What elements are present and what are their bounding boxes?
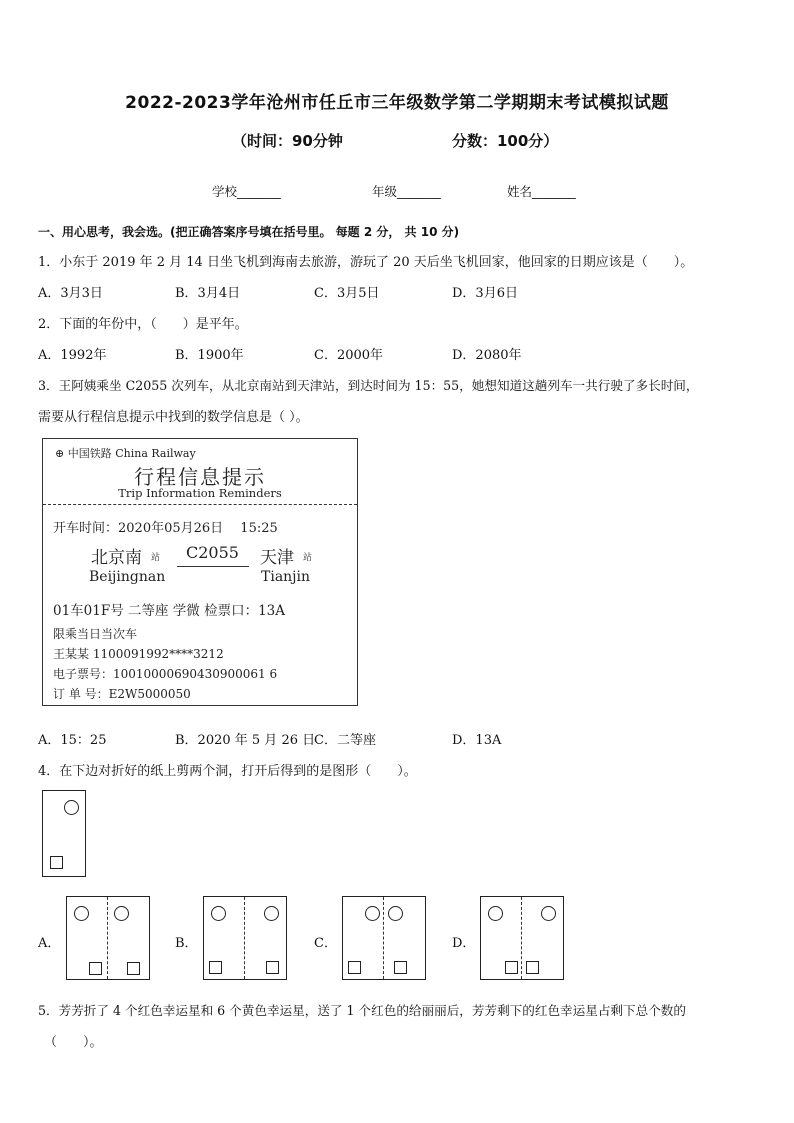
q1-option-a: A．3月3日 <box>38 286 103 301</box>
square-hole <box>505 961 518 974</box>
ticket-limit: 限乘当日当次车 <box>53 627 138 641</box>
option-d-figure <box>480 896 564 980</box>
ticket-to-en: Tianjin <box>261 569 311 585</box>
square-hole <box>526 961 539 974</box>
question-3-line1: 3．王阿姨乘坐 C2055 次列车，从北京南站到天津站，到达时间为 15：55，她想知道这趟列车一共行驶了多长时间， <box>38 378 699 393</box>
square-hole <box>348 961 361 974</box>
q2-option-c: C．2000年 <box>314 348 384 363</box>
q3-option-b: B．2020 年 5 月 26 日 <box>175 733 316 748</box>
circle-hole <box>488 906 503 921</box>
section-heading: 一、用心思考，我会选。(把正确答案序号填在括号里。 每题 2 分， 共 10 分) <box>38 225 460 239</box>
question-3-line2: 需要从行程信息提示中找到的数学信息是（ ）。 <box>38 410 309 425</box>
fold-line <box>383 897 384 979</box>
square-hole <box>209 961 222 974</box>
folded-paper-figure <box>42 790 86 877</box>
circle-hole <box>64 800 79 815</box>
grade-field: 年级_______ <box>372 184 441 199</box>
circle-hole <box>264 906 279 921</box>
ticket-depart-line: 开车时间：2020年05月26日 15:25 <box>53 521 278 536</box>
fold-line <box>521 897 522 979</box>
square-hole <box>50 856 63 869</box>
trip-info-ticket <box>42 438 358 706</box>
option-c-figure <box>342 896 426 980</box>
circle-hole <box>541 906 556 921</box>
question-2: 2．下面的年份中，（ ）是平年。 <box>38 317 248 332</box>
q3-option-a: A．15：25 <box>38 733 107 748</box>
ticket-from-en: Beijingnan <box>89 569 166 585</box>
circle-hole <box>365 906 380 921</box>
square-hole <box>394 961 407 974</box>
q4-option-d-label: D． <box>452 936 476 951</box>
ticket-eticket-number: 电子票号：10010000690430900061 6 <box>53 667 278 681</box>
school-field: 学校_______ <box>212 184 281 199</box>
china-railway-logo: ⊕ 中国铁路 China Railway <box>55 447 196 460</box>
q2-option-b: B．1900年 <box>175 348 244 363</box>
exam-time: （时间：90分钟 <box>232 132 343 150</box>
ticket-to-cn: 天津 <box>260 548 294 568</box>
question-5-line1: 5．芳芳折了 4 个红色幸运星和 6 个黄色幸运星，送了 1 个红色的给丽丽后，芳芳剩下的红色幸运星占剩下总个数的 <box>38 1003 686 1018</box>
q4-option-c-label: C． <box>314 936 337 951</box>
exam-score: 分数：100分） <box>452 132 559 150</box>
q1-option-d: D．3月6日 <box>452 286 518 301</box>
ticket-divider <box>43 504 357 505</box>
question-4: 4．在下边对折好的纸上剪两个洞，打开后得到的是图形（ ）。 <box>38 764 417 779</box>
circle-hole <box>114 906 129 921</box>
fold-line <box>107 897 108 979</box>
ticket-to-suffix: 站 <box>303 553 313 563</box>
option-a-figure <box>66 896 150 980</box>
q1-option-b: B．3月4日 <box>175 286 241 301</box>
q3-option-d: D．13A <box>452 733 502 748</box>
q2-option-d: D．2080年 <box>452 348 522 363</box>
ticket-title-cn: 行程信息提示 <box>134 465 266 489</box>
ticket-train-underline <box>177 566 249 567</box>
q4-option-a-label: A． <box>38 936 61 951</box>
fold-line <box>244 897 245 979</box>
square-hole <box>89 962 102 975</box>
ticket-title-en: Trip Information Reminders <box>118 486 282 500</box>
q2-option-a: A．1992年 <box>38 348 107 363</box>
option-b-figure <box>203 896 287 980</box>
page-title: 2022-2023学年沧州市任丘市三年级数学第二学期期末考试模拟试题 <box>125 93 669 113</box>
ticket-from-suffix: 站 <box>151 553 161 563</box>
square-hole <box>127 962 140 975</box>
question-1: 1．小东于 2019 年 2 月 14 日坐飞机到海南去旅游，游玩了 20 天后坐飞机回家，他回家的日期应该是（ ）。 <box>38 255 694 270</box>
ticket-train-number: C2055 <box>186 543 239 562</box>
q3-option-c: C．二等座 <box>314 733 376 748</box>
square-hole <box>266 961 279 974</box>
question-5-line2: （ ）。 <box>44 1035 103 1050</box>
name-field: 姓名_______ <box>507 184 576 199</box>
q4-option-b-label: B． <box>175 936 198 951</box>
ticket-seat-line: 01车01F号 二等座 学微 检票口：13A <box>53 603 286 619</box>
q1-option-c: C．3月5日 <box>314 286 380 301</box>
ticket-passenger: 王某某 1100091992****3212 <box>53 647 224 661</box>
circle-hole <box>388 906 403 921</box>
ticket-order-number: 订 单 号：E2W5000050 <box>53 687 191 701</box>
ticket-from-cn: 北京南 <box>91 548 142 568</box>
circle-hole <box>74 906 89 921</box>
circle-hole <box>211 906 226 921</box>
